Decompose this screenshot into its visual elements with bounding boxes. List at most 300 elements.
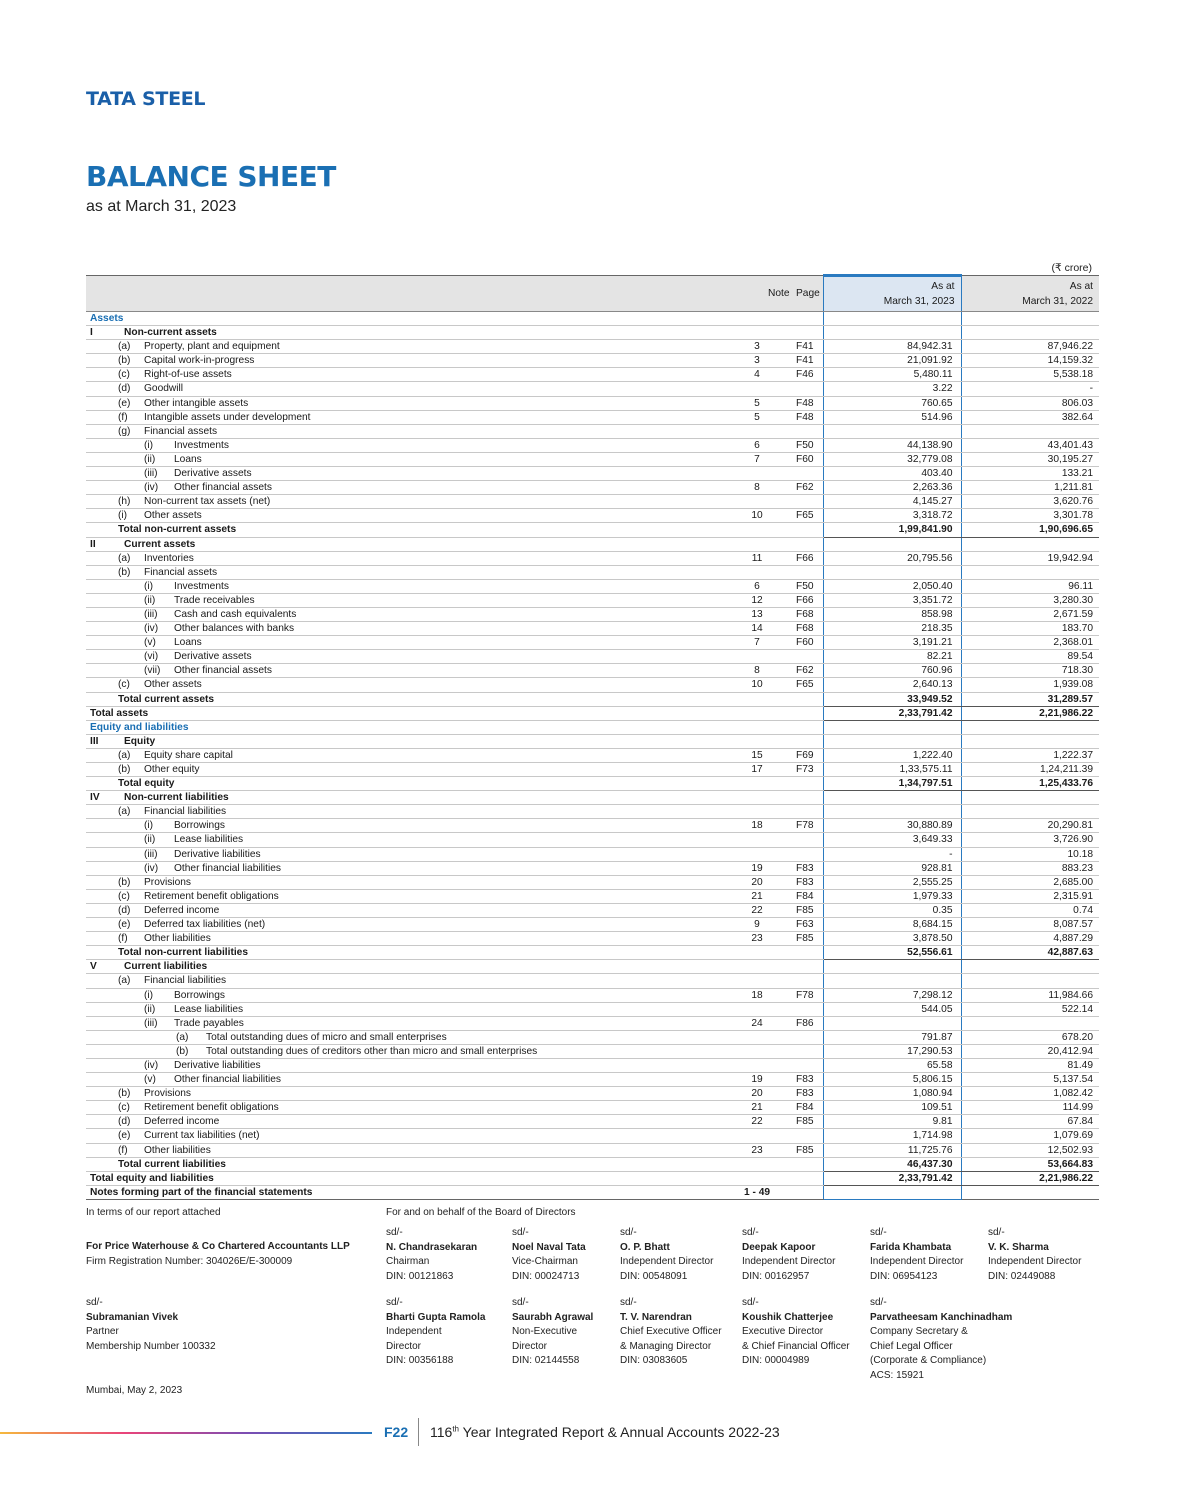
row-value-2022: 718.30 xyxy=(961,664,1099,678)
table-row xyxy=(86,692,1099,706)
row-value-2023: 3,649.33 xyxy=(823,833,961,847)
row-value-2023: 3.22 xyxy=(823,382,961,396)
row-label: Derivative assets xyxy=(174,468,252,480)
row-value-2023: 82.21 xyxy=(823,650,961,664)
signatory-block xyxy=(512,1296,593,1369)
row-label: Total non-current liabilities xyxy=(118,947,248,959)
row-page: F62 xyxy=(796,664,823,678)
footer-gradient-line xyxy=(0,1432,372,1434)
balance-sheet-table-wrap xyxy=(86,274,1099,1200)
table-row xyxy=(86,1185,1099,1199)
table-row xyxy=(86,1016,1099,1030)
row-page: F48 xyxy=(796,396,823,410)
row-page xyxy=(796,382,823,396)
row-value-2022: 31,289.57 xyxy=(961,692,1099,706)
row-note: 7 xyxy=(736,636,796,650)
row-value-2023: 30,880.89 xyxy=(823,819,961,833)
row-label: Deferred income xyxy=(144,904,220,916)
row-note xyxy=(736,706,796,720)
row-label: Loans xyxy=(174,637,202,649)
row-roman: V xyxy=(90,961,97,973)
header-particulars xyxy=(86,276,736,312)
row-particulars xyxy=(86,1016,736,1030)
row-note: 15 xyxy=(736,748,796,762)
signatory-block xyxy=(386,1226,477,1284)
row-value-2022: 3,301.78 xyxy=(961,509,1099,523)
signatory-name: V. K. Sharma xyxy=(988,1241,1049,1253)
row-tag: (c) xyxy=(118,890,130,902)
place-date: Mumbai, May 2, 2023 xyxy=(86,1385,183,1396)
table-row xyxy=(86,1058,1099,1072)
row-note: 11 xyxy=(736,551,796,565)
row-value-2022: 0.74 xyxy=(961,903,1099,917)
row-tag: (i) xyxy=(118,510,128,522)
row-particulars xyxy=(86,1115,736,1129)
table-row xyxy=(86,1002,1099,1016)
row-value-2023 xyxy=(823,312,961,326)
row-label: Non-current assets xyxy=(124,327,217,339)
row-value-2023: 3,191.21 xyxy=(823,636,961,650)
signatory-l1: Independent Director xyxy=(870,1256,964,1267)
row-value-2023 xyxy=(823,424,961,438)
row-particulars xyxy=(86,622,736,636)
row-label: Current assets xyxy=(124,538,196,550)
row-value-2022: 89.54 xyxy=(961,650,1099,664)
row-label: Total equity and liabilities xyxy=(90,1172,214,1184)
row-value-2022 xyxy=(961,424,1099,438)
signatory-l2: Director xyxy=(512,1340,548,1352)
row-value-2023: 5,480.11 xyxy=(823,368,961,382)
row-label: Retirement benefit obligations xyxy=(144,1102,279,1114)
row-particulars xyxy=(86,452,736,466)
signatory-l1: Chairman xyxy=(386,1256,430,1267)
signatory-name: Koushik Chatterjee xyxy=(742,1311,834,1323)
row-label: Equity and liabilities xyxy=(90,721,189,733)
row-particulars xyxy=(86,903,736,917)
table-row xyxy=(86,1171,1099,1185)
row-value-2023: 65.58 xyxy=(823,1058,961,1072)
row-value-2023: 3,878.50 xyxy=(823,932,961,946)
signatory-sd: sd/- xyxy=(386,1227,403,1238)
table-row xyxy=(86,438,1099,452)
row-tag: (b) xyxy=(118,566,131,578)
row-page: F83 xyxy=(796,861,823,875)
row-note xyxy=(736,791,796,805)
row-tag: (iv) xyxy=(144,862,159,874)
table-header-row xyxy=(86,276,1099,312)
row-particulars xyxy=(86,1171,736,1185)
row-label: Right-of-use assets xyxy=(144,369,232,381)
partner-name: Subramanian Vivek xyxy=(86,1311,179,1323)
row-particulars xyxy=(86,734,736,748)
row-label: Other financial assets xyxy=(174,482,272,494)
row-value-2022: 678.20 xyxy=(961,1030,1099,1044)
row-particulars xyxy=(86,1058,736,1072)
signatory-block xyxy=(988,1226,1081,1284)
row-page xyxy=(796,734,823,748)
row-page xyxy=(796,1185,823,1199)
table-row xyxy=(86,988,1099,1002)
signatory-l1: Independent xyxy=(386,1326,442,1337)
row-value-2022: 1,222.37 xyxy=(961,748,1099,762)
row-value-2023: 2,33,791.42 xyxy=(823,706,961,720)
table-row xyxy=(86,932,1099,946)
row-label: Retirement benefit obligations xyxy=(144,890,279,902)
row-label: Other liabilities xyxy=(144,1144,211,1156)
row-page: F66 xyxy=(796,593,823,607)
row-page xyxy=(796,1129,823,1143)
table-row xyxy=(86,1087,1099,1101)
table-row xyxy=(86,748,1099,762)
row-note xyxy=(736,1157,796,1171)
row-page xyxy=(796,424,823,438)
row-note xyxy=(736,833,796,847)
row-value-2023: 2,050.40 xyxy=(823,579,961,593)
row-tag: (i) xyxy=(144,580,154,592)
row-particulars xyxy=(86,833,736,847)
row-roman: II xyxy=(90,538,96,550)
row-value-2022: 522.14 xyxy=(961,1002,1099,1016)
row-page: F78 xyxy=(796,819,823,833)
row-value-2023: 1,080.94 xyxy=(823,1087,961,1101)
table-row xyxy=(86,1044,1099,1058)
signatory-l2: DIN: 06954123 xyxy=(870,1270,938,1282)
signatory-block xyxy=(386,1296,485,1369)
table-row xyxy=(86,396,1099,410)
signatory-l3: DIN: 02144558 xyxy=(512,1355,580,1366)
row-particulars xyxy=(86,960,736,974)
auditor-firm-reg: Firm Registration Number: 304026E/E-300009 xyxy=(86,1255,293,1267)
partner-sd: sd/- xyxy=(86,1297,103,1308)
row-tag: (iii) xyxy=(144,1017,158,1029)
row-note: 7 xyxy=(736,452,796,466)
signatory-l1: Company Secretary & xyxy=(870,1326,968,1337)
row-page xyxy=(796,326,823,340)
row-value-2023: 858.98 xyxy=(823,607,961,621)
signatory-l2: DIN: 02449088 xyxy=(988,1270,1056,1282)
header-cy-line1: As at xyxy=(931,281,955,292)
row-note: 20 xyxy=(736,1087,796,1101)
row-note xyxy=(736,777,796,791)
signatory-block xyxy=(870,1296,1012,1383)
signatory-name: Saurabh Agrawal xyxy=(512,1311,594,1323)
auditor-firm-block xyxy=(86,1240,350,1269)
row-page: F65 xyxy=(796,678,823,692)
row-particulars xyxy=(86,509,736,523)
row-particulars xyxy=(86,692,736,706)
row-particulars xyxy=(86,847,736,861)
signatory-name: Deepak Kapoor xyxy=(742,1241,816,1253)
row-label: Financial assets xyxy=(144,425,218,437)
row-value-2022: 4,887.29 xyxy=(961,932,1099,946)
row-value-2023: 928.81 xyxy=(823,861,961,875)
table-row xyxy=(86,607,1099,621)
row-particulars xyxy=(86,1101,736,1115)
signatory-l2: DIN: 00548091 xyxy=(620,1270,688,1282)
row-note xyxy=(736,1171,796,1185)
row-particulars xyxy=(86,523,736,537)
row-value-2023: 2,555.25 xyxy=(823,875,961,889)
row-particulars xyxy=(86,1087,736,1101)
row-page: F50 xyxy=(796,438,823,452)
row-tag: (ii) xyxy=(144,1003,156,1015)
row-tag: (i) xyxy=(144,820,154,832)
partner-membership: Membership Number 100332 xyxy=(86,1340,216,1352)
signatory-name: O. P. Bhatt xyxy=(620,1241,670,1253)
row-tag: (iii) xyxy=(144,468,158,480)
row-label: Derivative assets xyxy=(174,651,252,663)
row-tag: (i) xyxy=(144,439,154,451)
row-particulars xyxy=(86,1157,736,1171)
row-tag: (iii) xyxy=(144,608,158,620)
table-row xyxy=(86,974,1099,988)
row-note xyxy=(736,565,796,579)
row-particulars xyxy=(86,1073,736,1087)
row-particulars xyxy=(86,988,736,1002)
row-value-2022 xyxy=(961,734,1099,748)
row-tag: (e) xyxy=(118,1130,131,1142)
row-value-2022 xyxy=(961,312,1099,326)
signatory-sd: sd/- xyxy=(512,1227,529,1238)
signatory-l2: & Chief Financial Officer xyxy=(742,1340,850,1352)
row-page: F66 xyxy=(796,551,823,565)
table-row xyxy=(86,509,1099,523)
row-tag: (a) xyxy=(118,975,131,987)
signatory-block xyxy=(620,1296,722,1369)
row-particulars xyxy=(86,1030,736,1044)
row-particulars xyxy=(86,396,736,410)
row-note: 10 xyxy=(736,678,796,692)
row-page xyxy=(796,312,823,326)
row-page xyxy=(796,791,823,805)
row-page: F83 xyxy=(796,1087,823,1101)
row-value-2022 xyxy=(961,805,1099,819)
row-page: F46 xyxy=(796,368,823,382)
row-note: 13 xyxy=(736,607,796,621)
row-label: Total current liabilities xyxy=(118,1158,226,1170)
row-page xyxy=(796,1044,823,1058)
row-value-2022 xyxy=(961,537,1099,551)
row-label: Property, plant and equipment xyxy=(144,341,280,353)
table-row xyxy=(86,1115,1099,1129)
row-label: Deferred tax liabilities (net) xyxy=(144,919,266,931)
signatory-l1: Vice-Chairman xyxy=(512,1256,578,1267)
signatory-l2: Chief Legal Officer xyxy=(870,1340,953,1352)
row-value-2022: 382.64 xyxy=(961,410,1099,424)
row-label: Total current assets xyxy=(118,693,215,705)
row-tag: (d) xyxy=(118,383,131,395)
row-value-2023: 1,33,575.11 xyxy=(823,763,961,777)
row-particulars xyxy=(86,1044,736,1058)
table-row xyxy=(86,340,1099,354)
table-row xyxy=(86,636,1099,650)
row-note xyxy=(736,650,796,664)
row-note: 22 xyxy=(736,1115,796,1129)
row-note: 21 xyxy=(736,889,796,903)
header-py-line1: As at xyxy=(1069,280,1093,292)
signatory-l1: Independent Director xyxy=(620,1256,714,1267)
signatory-sd: sd/- xyxy=(988,1227,1005,1238)
row-page: F85 xyxy=(796,932,823,946)
row-page: F60 xyxy=(796,636,823,650)
signatory-name: Bharti Gupta Ramola xyxy=(386,1311,486,1323)
row-note xyxy=(736,1044,796,1058)
row-note: 6 xyxy=(736,579,796,593)
table-row xyxy=(86,706,1099,720)
row-particulars xyxy=(86,1143,736,1157)
row-value-2022 xyxy=(961,974,1099,988)
row-value-2022: 2,368.01 xyxy=(961,636,1099,650)
row-value-2023 xyxy=(823,960,961,974)
row-particulars xyxy=(86,861,736,875)
row-note: 9 xyxy=(736,918,796,932)
signatory-name: Noel Naval Tata xyxy=(512,1241,586,1253)
row-label: Total outstanding dues of micro and small enterprises xyxy=(206,1031,447,1043)
row-particulars xyxy=(86,946,736,960)
row-page xyxy=(796,1157,823,1171)
row-value-2022: 19,942.94 xyxy=(961,551,1099,565)
row-tag: (b) xyxy=(118,355,131,367)
row-particulars xyxy=(86,467,736,481)
row-value-2022: 3,620.76 xyxy=(961,495,1099,509)
signatory-l2: DIN: 00121863 xyxy=(386,1270,454,1282)
row-tag: (vi) xyxy=(144,651,159,663)
row-particulars xyxy=(86,410,736,424)
row-particulars xyxy=(86,312,736,326)
table-row xyxy=(86,903,1099,917)
row-value-2022: 20,290.81 xyxy=(961,819,1099,833)
row-value-2023: 20,795.56 xyxy=(823,551,961,565)
row-value-2022: 1,082.42 xyxy=(961,1087,1099,1101)
row-note: 8 xyxy=(736,664,796,678)
row-note xyxy=(736,537,796,551)
row-label: Other liabilities xyxy=(144,933,211,945)
row-label: Deferred income xyxy=(144,1116,220,1128)
row-particulars xyxy=(86,579,736,593)
row-value-2023: 33,949.52 xyxy=(823,692,961,706)
table-row xyxy=(86,763,1099,777)
row-page xyxy=(796,946,823,960)
row-value-2022: 1,939.08 xyxy=(961,678,1099,692)
board-intro: For and on behalf of the Board of Directors xyxy=(386,1207,576,1218)
row-tag: (iv) xyxy=(144,1059,159,1071)
row-value-2022: 53,664.83 xyxy=(961,1157,1099,1171)
row-value-2022 xyxy=(961,1185,1099,1199)
table-row xyxy=(86,467,1099,481)
row-tag: (f) xyxy=(118,411,128,423)
row-note: 8 xyxy=(736,481,796,495)
row-tag: (iv) xyxy=(144,482,159,494)
row-value-2023 xyxy=(823,720,961,734)
table-row xyxy=(86,1129,1099,1143)
row-note: 1 - 49 xyxy=(736,1185,796,1199)
row-value-2022: 133.21 xyxy=(961,467,1099,481)
row-page xyxy=(796,720,823,734)
row-note xyxy=(736,1129,796,1143)
balance-sheet-table xyxy=(86,274,1099,1200)
row-tag: (a) xyxy=(118,341,131,353)
row-note xyxy=(736,960,796,974)
row-particulars xyxy=(86,326,736,340)
row-particulars xyxy=(86,748,736,762)
row-tag: (ii) xyxy=(144,834,156,846)
row-value-2023: 3,351.72 xyxy=(823,593,961,607)
row-page: F83 xyxy=(796,1073,823,1087)
row-particulars xyxy=(86,974,736,988)
row-note: 6 xyxy=(736,438,796,452)
signatory-l1: Chief Executive Officer xyxy=(620,1326,722,1337)
row-label: Trade payables xyxy=(174,1017,244,1029)
signatory-l3: (Corporate & Compliance) xyxy=(870,1355,987,1366)
row-particulars xyxy=(86,551,736,565)
partner-title: Partner xyxy=(86,1326,119,1337)
row-page: F78 xyxy=(796,988,823,1002)
row-note: 5 xyxy=(736,396,796,410)
row-value-2023: 52,556.61 xyxy=(823,946,961,960)
row-page xyxy=(796,1002,823,1016)
row-particulars xyxy=(86,1129,736,1143)
row-label: Current liabilities xyxy=(124,961,208,973)
row-note: 4 xyxy=(736,368,796,382)
row-value-2022: 2,21,986.22 xyxy=(961,1171,1099,1185)
signatory-l4: ACS: 15921 xyxy=(870,1369,924,1381)
row-value-2022 xyxy=(961,960,1099,974)
table-row xyxy=(86,960,1099,974)
row-value-2022: 43,401.43 xyxy=(961,438,1099,452)
row-value-2023: 44,138.90 xyxy=(823,438,961,452)
signatory-sd: sd/- xyxy=(742,1227,759,1238)
row-value-2023: 1,99,841.90 xyxy=(823,523,961,537)
row-label: Other intangible assets xyxy=(144,397,249,409)
row-label: Provisions xyxy=(144,1088,191,1100)
row-label: Other assets xyxy=(144,679,202,691)
row-tag: (c) xyxy=(118,369,130,381)
row-label: Equity share capital xyxy=(144,749,233,761)
row-note xyxy=(736,523,796,537)
row-particulars xyxy=(86,382,736,396)
row-tag: (d) xyxy=(118,904,131,916)
signatory-sd: sd/- xyxy=(620,1227,637,1238)
signatory-name: T. V. Narendran xyxy=(620,1311,692,1323)
signatory-sd: sd/- xyxy=(870,1297,887,1308)
row-page: F85 xyxy=(796,1115,823,1129)
row-tag: (iii) xyxy=(144,848,158,860)
row-label: Other equity xyxy=(144,764,200,775)
row-value-2023: 760.96 xyxy=(823,664,961,678)
row-particulars xyxy=(86,932,736,946)
row-particulars xyxy=(86,763,736,777)
row-value-2022: 2,21,986.22 xyxy=(961,706,1099,720)
row-tag: (a) xyxy=(118,552,131,564)
row-value-2022: 1,079.69 xyxy=(961,1129,1099,1143)
row-label: Non-current tax assets (net) xyxy=(144,496,271,508)
row-tag: (f) xyxy=(118,933,128,945)
row-value-2022 xyxy=(961,1016,1099,1030)
row-value-2022: 183.70 xyxy=(961,622,1099,636)
row-page xyxy=(796,523,823,537)
signatory-sd: sd/- xyxy=(742,1297,759,1308)
table-row xyxy=(86,495,1099,509)
row-particulars xyxy=(86,720,736,734)
row-value-2022: 96.11 xyxy=(961,579,1099,593)
row-particulars xyxy=(86,1002,736,1016)
row-label: Total assets xyxy=(90,707,149,719)
row-page xyxy=(796,833,823,847)
row-note: 18 xyxy=(736,819,796,833)
row-label: Trade receivables xyxy=(174,594,255,606)
row-value-2023: 5,806.15 xyxy=(823,1073,961,1087)
header-py-line2: March 31, 2022 xyxy=(1022,295,1093,307)
